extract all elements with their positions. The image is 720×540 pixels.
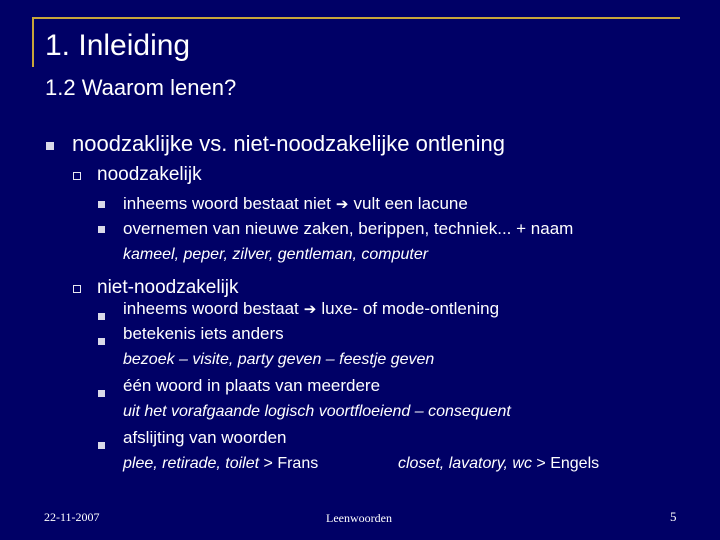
example-origin: > Engels [531, 455, 600, 472]
example-text: bezoek – visite, party geven – feestje geven [123, 351, 435, 368]
example-text-english [398, 453, 599, 475]
list-item: betekenis iets anders [123, 324, 284, 343]
filled-square-icon [46, 142, 54, 150]
list-item: afslijting van woorden [123, 428, 287, 447]
filled-square-icon [98, 390, 105, 397]
arrow-right-icon: ➔ [303, 301, 317, 318]
footer-title: Leenwoorden [326, 511, 392, 525]
page-number: 5 [670, 509, 677, 524]
heading-noodzakelijk: noodzakelijk [97, 164, 202, 185]
list-item: overnemen van nieuwe zaken, berippen, techniek... + naam [123, 219, 574, 238]
example-text: kameel, peper, zilver, gentleman, computer [123, 246, 429, 263]
item-text: inheems woord bestaat [123, 299, 299, 318]
item-text: inheems woord bestaat niet [123, 194, 331, 213]
example-text: uit het vorafgaande logisch voortfloeiend – consequent [123, 403, 511, 420]
item-text: luxe- of mode-ontlening [321, 299, 500, 318]
hollow-square-icon [73, 285, 81, 293]
title-left-rule [32, 17, 34, 67]
filled-square-icon [98, 226, 105, 233]
list-item [123, 298, 499, 321]
slide-subtitle: 1.2 Waarom lenen? [45, 75, 237, 100]
filled-square-icon [98, 313, 105, 320]
slide-title: 1. Inleiding [45, 29, 191, 62]
filled-square-icon [98, 338, 105, 345]
filled-square-icon [98, 201, 105, 208]
item-text: vult een lacune [353, 194, 468, 213]
example-origin: > Frans [259, 455, 319, 472]
example-words: plee, retirade, toilet [123, 455, 260, 472]
list-item [123, 193, 468, 216]
arrow-right-icon: ➔ [335, 196, 349, 213]
example-words: closet, lavatory, wc [398, 455, 532, 472]
example-text-french [123, 453, 318, 475]
footer-date: 22-11-2007 [44, 510, 100, 524]
hollow-square-icon [73, 172, 81, 180]
list-item: één woord in plaats van meerdere [123, 376, 381, 395]
title-top-rule [32, 17, 680, 19]
heading-niet-noodzakelijk: niet-noodzakelijk [97, 277, 239, 298]
main-point: noodzaklijke vs. niet-noodzakelijke ontlening [72, 131, 505, 156]
filled-square-icon [98, 442, 105, 449]
